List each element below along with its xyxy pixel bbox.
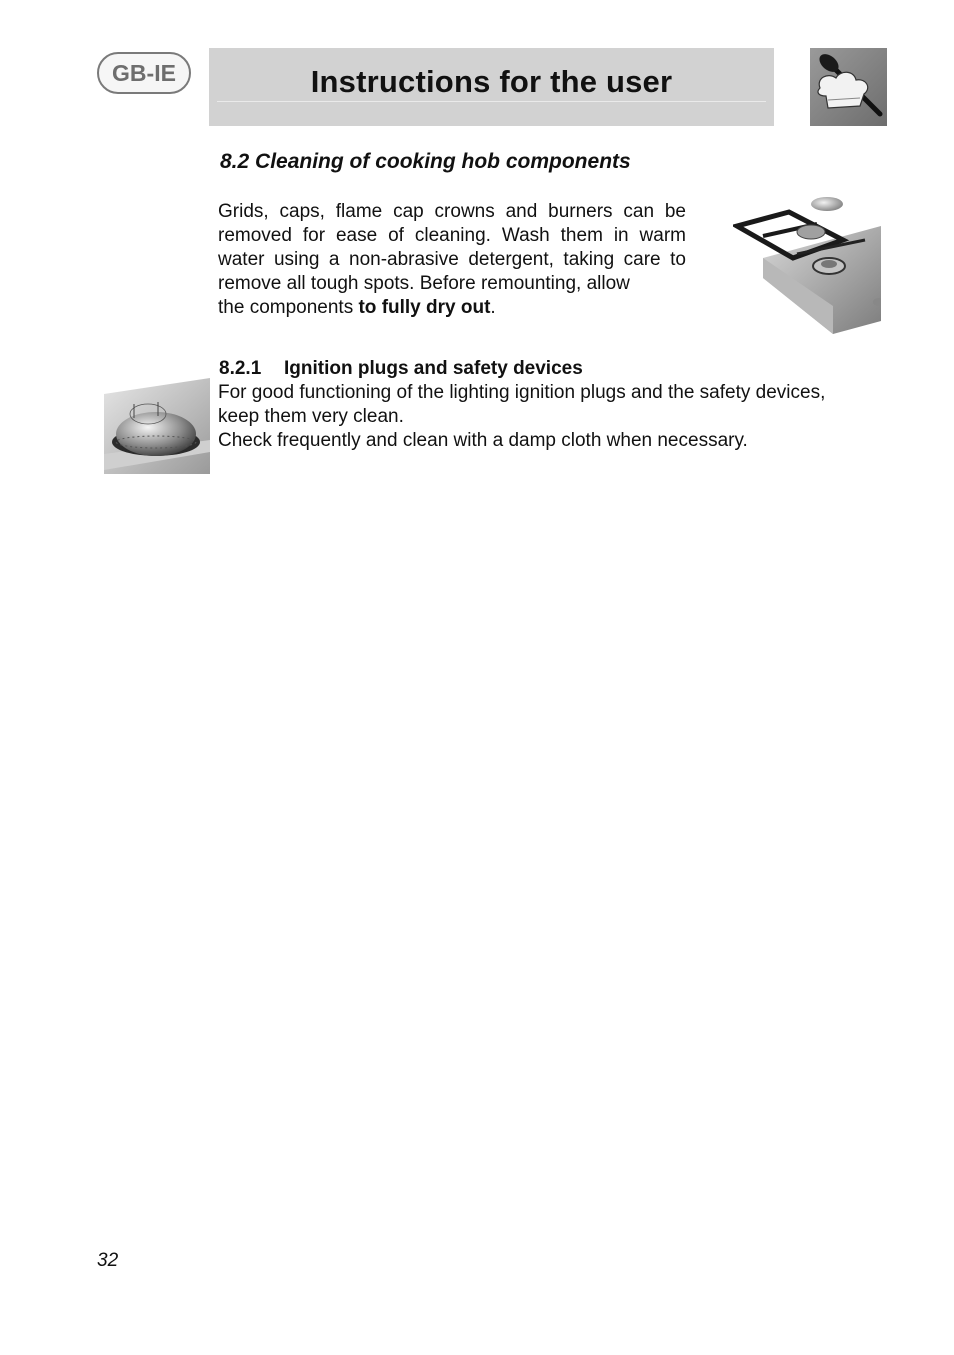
paragraph-text: .: [490, 297, 496, 318]
paragraph-line: water using a non-abrasive detergent, taking care: [218, 249, 661, 270]
paragraph-line: keep them very clean.: [218, 406, 404, 427]
region-badge: GB-IE: [97, 52, 191, 94]
paragraph-emphasis: to fully dry out: [358, 297, 491, 318]
paragraph-line: Grids, caps, flame cap crowns and burners can be: [218, 201, 686, 222]
paragraph-last-line: [218, 296, 686, 320]
subsection-heading: Ignition plugs and safety devices: [284, 358, 583, 379]
header-divider: [217, 101, 766, 102]
section-title: 8.2 Cleaning of cooking hob components: [220, 150, 631, 173]
paragraph-text: the components: [218, 297, 359, 318]
page-title: Instructions for the user: [310, 64, 673, 99]
cleaning-paragraph: [218, 200, 686, 320]
paragraph-line: Check frequently and clean with a damp cloth when necessary.: [218, 430, 748, 451]
chef-hat-spoon-icon: [810, 48, 887, 126]
paragraph-line: For good functioning of the lighting ignition plugs and the safety devices,: [218, 382, 826, 403]
hob-grid-burner-image: [733, 196, 881, 334]
paragraph-line: to remove all tough spots. Before remounting, allow: [218, 249, 686, 294]
burner-ignition-image: [104, 378, 210, 474]
subsection-number: 8.2.1: [219, 358, 262, 379]
subsection-title: [219, 358, 583, 380]
paragraph-line: removed for ease of cleaning. Wash them in warm: [218, 225, 686, 246]
ignition-paragraph: [218, 381, 888, 453]
header-bar: [209, 48, 774, 126]
page-number: 32: [97, 1250, 119, 1271]
